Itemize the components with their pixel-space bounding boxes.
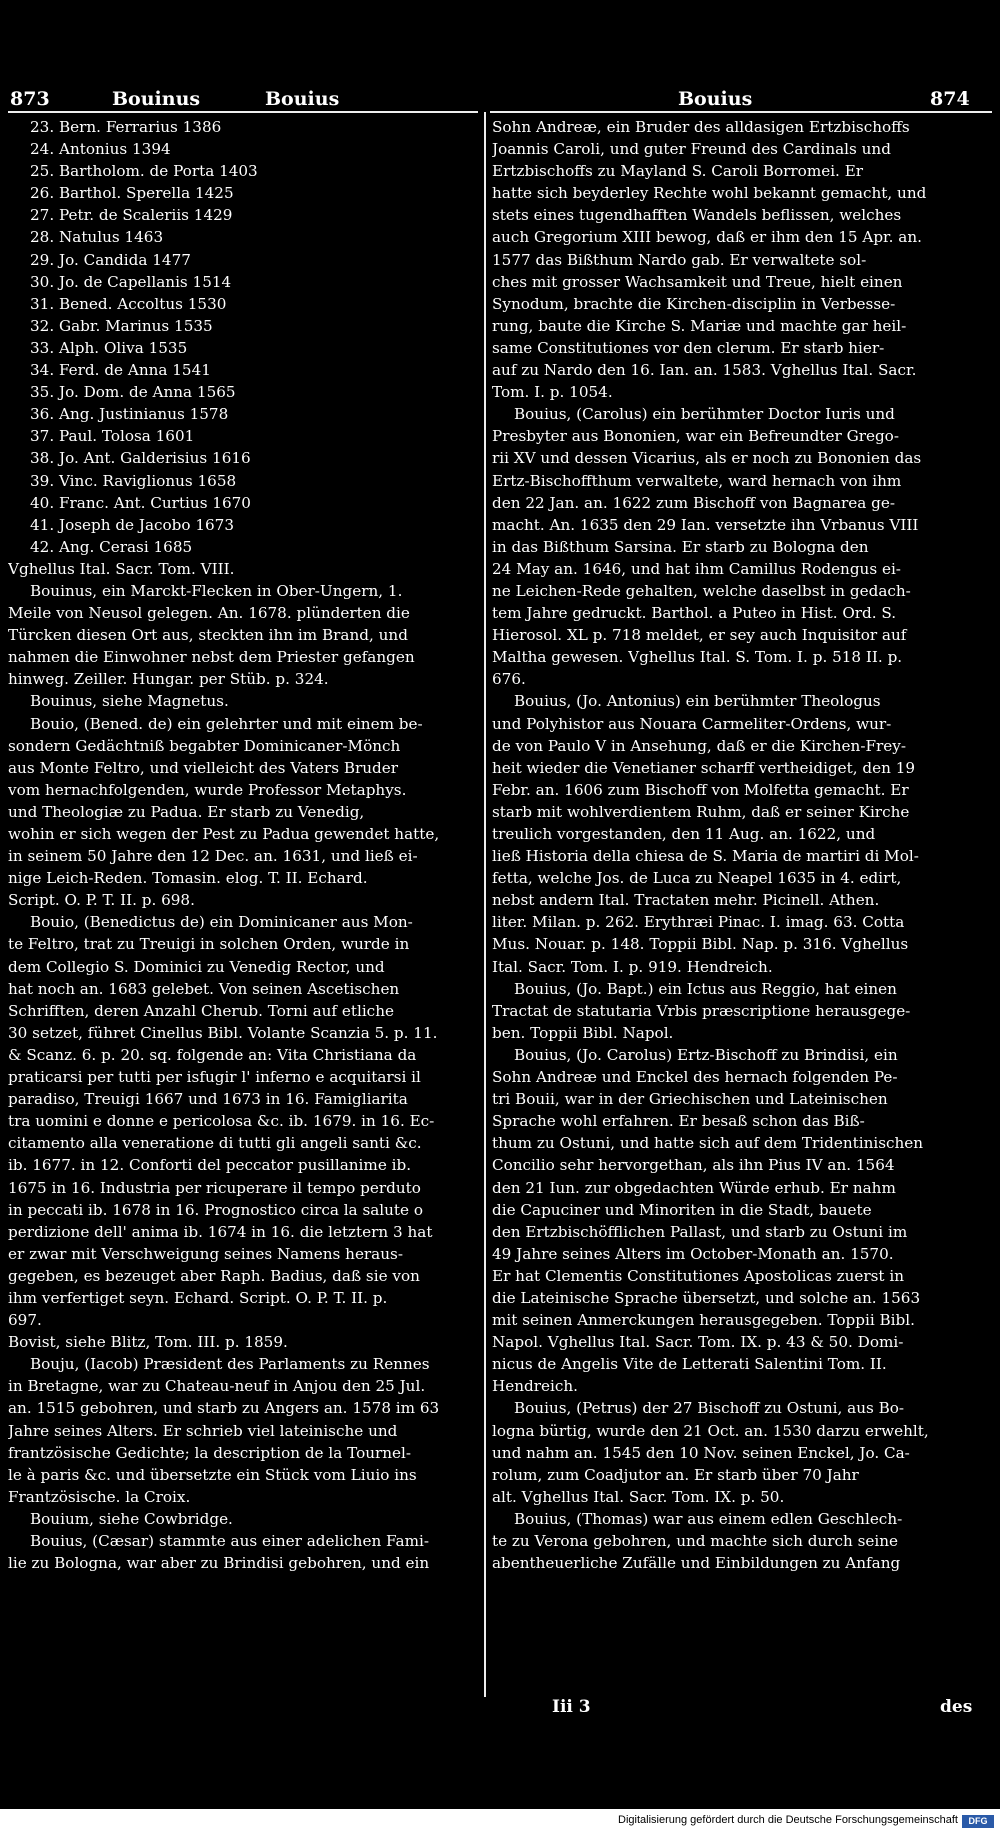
left-column-line: praticarsi per tutti per isfugir l' inferno e acquitarsi il <box>8 1068 421 1087</box>
right-column-line: logna bürtig, wurde den 21 Oct. an. 1530 darzu erwehlt, <box>492 1421 929 1440</box>
left-column-line: vom hernachfolgenden, wurde Professor Metaphys. <box>8 780 407 799</box>
catchword: des <box>940 1697 973 1717</box>
left-column-line: Bovist, siehe Blitz, Tom. III. p. 1859. <box>8 1333 288 1352</box>
left-column-line: in peccati ib. 1678 in 16. Prognostico circa la salute o <box>8 1200 423 1219</box>
left-column-line: le à paris &c. und übersetzte ein Stück vom Liuio ins <box>8 1465 417 1484</box>
right-column-line: de von Paulo V in Ansehung, daß er die Kirchen-Frey- <box>492 736 906 755</box>
left-column-line: 23. Bern. Ferrarius 1386 <box>30 118 222 136</box>
right-column-line: den 22 Jan. an. 1622 zum Bischoff von Bagnarea ge- <box>492 493 895 512</box>
right-column-line: 1577 das Bißthum Nardo gab. Er verwaltete sol- <box>492 250 867 269</box>
left-column-line: 39. Vinc. Raviglionus 1658 <box>30 471 237 490</box>
right-column-line: Hierosol. XL p. 718 meldet, er sey auch Inquisitor auf <box>492 626 907 645</box>
left-column-line: nige Leich-Reden. Tomasin. elog. T. II. Echard. <box>8 869 368 888</box>
right-column-line: Presbyter aus Bononien, war ein Befreundter Grego- <box>492 427 899 446</box>
right-column-line: Sohn Andreæ und Enckel des hernach folgenden Pe- <box>492 1068 898 1087</box>
left-column-line: 28. Natulus 1463 <box>30 228 164 247</box>
left-column-line: frantzösische Gedichte; la description de la Tournel- <box>8 1443 412 1462</box>
right-column-line: rii XV und dessen Vicarius, als er noch zu Bononien das <box>492 449 922 468</box>
left-column-line: aus Monte Feltro, und vielleicht des Vaters Bruder <box>8 758 398 777</box>
right-column-line: Bouius, (Jo. Carolus) Ertz-Bischoff zu Brindisi, ein <box>514 1045 898 1064</box>
left-column-line: Meile von Neusol gelegen. An. 1678. plünderten die <box>8 604 410 623</box>
left-column-line: ihm verfertiget seyn. Echard. Script. O. P. T. II. p. <box>8 1288 388 1307</box>
left-column-line: Frantzösische. la Croix. <box>8 1487 191 1506</box>
right-column-line: ließ Historia della chiesa de S. Maria de martiri di Mol- <box>492 847 919 866</box>
left-column-line: te Feltro, trat zu Treuigi in solchen Orden, wurde in <box>8 935 410 954</box>
right-column-line: ches mit grosser Wachsamkeit und Treue, hielt einen <box>492 272 903 291</box>
right-column-line: Bouius, (Petrus) der 27 Bischoff zu Ostuni, aus Bo- <box>514 1399 905 1418</box>
header-rule-left <box>8 111 478 113</box>
left-column-line: und Theologiæ zu Padua. Er starb zu Venedig, <box>8 802 365 821</box>
right-column-line: 49 Jahre seines Alters im October-Monath an. 1570. <box>492 1244 894 1263</box>
left-column-line: 30. Jo. de Capellanis 1514 <box>30 272 232 291</box>
right-column-line: Bouius, (Jo. Antonius) ein berühmter Theologus <box>514 692 881 711</box>
right-column-line: same Constitutiones vor den clerum. Er starb hier- <box>492 338 885 357</box>
left-column-line: paradiso, Treuigi 1667 und 1673 in 16. Famigliarita <box>8 1090 408 1109</box>
right-column-line: Hendreich. <box>492 1377 578 1396</box>
right-column-line: auch Gregorium XIII bewog, daß er ihm den 15 Apr. an. <box>492 228 922 247</box>
right-column-line: ben. Toppii Bibl. Napol. <box>492 1023 674 1042</box>
left-column-line: Vghellus Ital. Sacr. Tom. VIII. <box>8 559 235 578</box>
left-column-line: 27. Petr. de Scaleriis 1429 <box>30 206 233 225</box>
right-column-line: Napol. Vghellus Ital. Sacr. Tom. IX. p. 43 & 50. Domi- <box>492 1333 904 1352</box>
right-column-line: Tom. I. p. 1054. <box>492 383 613 402</box>
right-column-line: nicus de Angelis Vite de Letterati Salentini Tom. II. <box>492 1355 887 1374</box>
left-column-line: 30 setzet, führet Cinellus Bibl. Volante Scanzia 5. p. 11. <box>8 1023 438 1042</box>
right-column-line: 676. <box>492 670 526 689</box>
left-column-line: 26. Barthol. Sperella 1425 <box>30 184 234 203</box>
right-column-line: macht. An. 1635 den 29 Ian. versetzte ihn Vrbanus VIII <box>492 515 919 534</box>
left-column-line: 34. Ferd. de Anna 1541 <box>30 361 211 380</box>
left-column-line: sondern Gedächtniß begabter Dominicaner-Mönch <box>8 736 401 755</box>
left-column-line: Bouium, siehe Cowbridge. <box>30 1509 233 1528</box>
dfg-logo-icon: DFG <box>962 1815 994 1828</box>
right-column-line: Maltha gewesen. Vghellus Ital. S. Tom. I. p. 518 II. p. <box>492 648 903 667</box>
left-column-line: hinweg. Zeiller. Hungar. per Stüb. p. 324. <box>8 670 329 689</box>
right-column-line: und nahm an. 1545 den 10 Nov. seinen Enckel, Jo. Ca- <box>492 1443 910 1462</box>
right-column-line: fetta, welche Jos. de Luca zu Neapel 1635 in 4. edirt, <box>492 869 902 888</box>
right-column-line: den Ertzbischöfflichen Pallast, und starb zu Ostuni im <box>492 1222 908 1241</box>
right-column-line: alt. Vghellus Ital. Sacr. Tom. IX. p. 50. <box>492 1487 785 1506</box>
left-column-line: perdizione dell' anima ib. 1674 in 16. die letztern 3 hat <box>8 1222 433 1241</box>
right-column-line: thum zu Ostuni, und hatte sich auf dem Tridentinischen <box>492 1134 924 1153</box>
left-column-line: 33. Alph. Oliva 1535 <box>30 338 188 357</box>
left-column-line: nahmen die Einwohner nebst dem Priester gefangen <box>8 648 415 667</box>
right-column-line: Febr. an. 1606 zum Bischoff von Molfetta gemacht. Er <box>492 780 909 799</box>
left-column-line: Bouio, (Bened. de) ein gelehrter und mit einem be- <box>30 714 423 733</box>
right-column-line: Er hat Clementis Constitutiones Apostolicas zuerst in <box>492 1266 905 1285</box>
left-column-line: 29. Jo. Candida 1477 <box>30 250 191 269</box>
left-column-line: Bouius, (Cæsar) stammte aus einer adelichen Fami- <box>30 1532 430 1550</box>
right-column-line: Tractat de statutaria Vrbis præscriptione herausgege- <box>492 1001 911 1020</box>
page-number-right: 874 <box>930 88 970 110</box>
left-column-line: 697. <box>8 1311 42 1330</box>
page-number-left: 873 <box>10 88 50 110</box>
right-column-line: starb mit wohlverdientem Ruhm, daß er seiner Kirche <box>492 802 910 821</box>
left-column-line: gegeben, es bezeuget aber Raph. Badius, daß sie von <box>8 1266 420 1285</box>
left-column-line: 35. Jo. Dom. de Anna 1565 <box>30 383 236 402</box>
left-column-line: Türcken diesen Ort aus, steckten ihn im Brand, und <box>8 626 408 645</box>
right-column-line: den 21 Iun. zur obgedachten Würde erhub. Er nahm <box>492 1178 896 1197</box>
left-column-line: 32. Gabr. Marinus 1535 <box>30 316 213 335</box>
left-column-line: Bouinus, ein Marckt-Flecken in Ober-Ungern, 1. <box>30 581 403 600</box>
right-column-line: tem Jahre gedruckt. Barthol. a Puteo in Hist. Ord. S. <box>492 604 897 623</box>
column-divider <box>484 112 486 1697</box>
signature-mark: Iii 3 <box>552 1697 591 1717</box>
left-column-line: Bouinus, siehe Magnetus. <box>30 692 229 711</box>
right-column-line: auf zu Nardo den 16. Ian. an. 1583. Vghellus Ital. Sacr. <box>492 361 917 380</box>
left-column-line: Bouio, (Benedictus de) ein Dominicaner aus Mon- <box>30 913 413 932</box>
left-column-line: 36. Ang. Justinianus 1578 <box>30 405 229 424</box>
right-column-line: Bouius, (Jo. Bapt.) ein Ictus aus Reggio, hat einen <box>514 979 897 998</box>
left-column-line: 42. Ang. Cerasi 1685 <box>30 537 193 556</box>
right-column-line: Ital. Sacr. Tom. I. p. 919. Hendreich. <box>492 957 773 976</box>
right-column-line: Bouius, (Carolus) ein berühmter Doctor Iuris und <box>514 405 895 424</box>
left-column-line: 31. Bened. Accoltus 1530 <box>30 294 227 313</box>
right-column-line: Joannis Caroli, und guter Freund des Cardinals und <box>492 140 891 159</box>
right-column-line: treulich vorgestanden, den 11 Aug. an. 1622, und <box>492 825 876 843</box>
left-column-line: an. 1515 gebohren, und starb zu Angers an. 1578 im 63 <box>8 1399 440 1418</box>
left-column-line: Jahre seines Alters. Er schrieb viel lateinische und <box>8 1421 398 1440</box>
right-column-line: ne Leichen-Rede gehalten, welche daselbst in gedach- <box>492 581 911 600</box>
left-column-line: tra uomini e donne e pericolosa &c. ib. 1679. in 16. Ec- <box>8 1112 435 1131</box>
right-column-line: Sohn Andreæ, ein Bruder des alldasigen Ertzbischoffs <box>492 118 910 136</box>
right-column-line: Concilio sehr hervorgethan, als ihn Pius IV an. 1564 <box>492 1156 895 1175</box>
left-column-line: ib. 1677. in 12. Conforti del peccator pusillanime ib. <box>8 1156 412 1175</box>
right-column-line: Mus. Nouar. p. 148. Toppii Bibl. Nap. p. 316. Vghellus <box>492 935 909 954</box>
right-column-line: abentheuerliche Zufälle und Einbildungen zu Anfang <box>492 1554 901 1573</box>
left-column-line: hat noch an. 1683 gelebet. Von seinen Ascetischen <box>8 979 400 998</box>
left-column-line: 38. Jo. Ant. Galderisius 1616 <box>30 449 251 468</box>
left-column <box>8 116 476 1574</box>
right-column-line: Sprache wohl erfahren. Er besaß schon das Biß- <box>492 1112 865 1131</box>
header-rule-right <box>490 111 992 113</box>
right-column-line: mit seinen Anmerckungen herausgegeben. Toppii Bibl. <box>492 1311 915 1330</box>
running-head-right: Bouius <box>678 88 753 110</box>
right-column-line: rolum, zum Coadjutor an. Er starb über 70 Jahr <box>492 1465 859 1484</box>
left-column-line: 25. Bartholom. de Porta 1403 <box>30 162 258 181</box>
right-column-line: die Lateinische Sprache übersetzt, und solche an. 1563 <box>492 1288 921 1307</box>
left-column-line: Script. O. P. T. II. p. 698. <box>8 891 195 910</box>
right-column-line: und Polyhistor aus Nouara Carmeliter-Ordens, wur- <box>492 714 892 733</box>
right-column-line: rung, baute die Kirche S. Mariæ und machte gar heil- <box>492 316 907 335</box>
right-column <box>492 116 992 1574</box>
right-column-line: Synodum, brachte die Kirchen-disciplin in Verbesse- <box>492 294 896 313</box>
right-column-line: heit wieder die Venetianer scharff vertheidiget, den 19 <box>492 758 916 777</box>
right-column-line: die Capuciner und Minoriten in die Stadt, bauete <box>492 1200 872 1219</box>
footer-bar <box>0 1809 1000 1834</box>
left-column-line: dem Collegio S. Dominici zu Venedig Rector, und <box>8 957 385 976</box>
left-column-line: lie zu Bologna, war aber zu Brindisi gebohren, und ein <box>8 1554 430 1573</box>
left-column-line: Schrifften, deren Anzahl Cherub. Torni auf etliche <box>8 1001 394 1020</box>
right-column-line: tri Bouii, war in der Griechischen und Lateinischen <box>492 1090 888 1109</box>
right-column-line: nebst andern Ital. Tractaten mehr. Picinell. Athen. <box>492 891 880 910</box>
right-column-line: Ertzbischoffs zu Mayland S. Caroli Borromei. Er <box>492 162 864 181</box>
right-column-line: Bouius, (Thomas) war aus einem edlen Geschlech- <box>514 1509 903 1528</box>
left-column-line: citamento alla veneratione di tutti gli angeli santi &c. <box>8 1134 422 1153</box>
right-column-line: in das Bißthum Sarsina. Er starb zu Bologna den <box>492 537 869 556</box>
footer-credit: Digitalisierung gefördert durch die Deutsche Forschungsgemeinschaft <box>618 1814 958 1826</box>
right-column-line: te zu Verona gebohren, und machte sich durch seine <box>492 1532 899 1550</box>
right-column-line: Ertz-Bischoffthum verwaltete, ward hernach von ihm <box>492 471 902 490</box>
left-column-line: in seinem 50 Jahre den 12 Dec. an. 1631, und ließ ei- <box>8 847 418 866</box>
running-head-left-2: Bouius <box>265 88 340 110</box>
right-column-line: 24 May an. 1646, und hat ihm Camillus Rodengus ei- <box>492 559 901 578</box>
left-column-line: 37. Paul. Tolosa 1601 <box>30 427 195 446</box>
right-column-line: hatte sich beyderley Rechte wohl bekannt gemacht, und <box>492 184 927 203</box>
left-column-line: er zwar mit Verschweigung seines Namens heraus- <box>8 1244 403 1263</box>
left-column-line: 40. Franc. Ant. Curtius 1670 <box>30 493 251 512</box>
left-column-line: 1675 in 16. Industria per ricuperare il tempo perduto <box>8 1178 421 1197</box>
left-column-line: Bouju, (Iacob) Præsident des Parlaments zu Rennes <box>30 1355 430 1374</box>
right-column-line: liter. Milan. p. 262. Erythræi Pinac. I. imag. 63. Cotta <box>492 913 905 932</box>
left-column-line: in Bretagne, war zu Chateau-neuf in Anjou den 25 Jul. <box>8 1377 426 1396</box>
left-column-line: 41. Joseph de Jacobo 1673 <box>30 515 235 534</box>
left-column-line: 24. Antonius 1394 <box>30 140 171 159</box>
left-column-line: wohin er sich wegen der Pest zu Padua gewendet hatte, <box>8 825 440 843</box>
running-head-left-1: Bouinus <box>112 88 201 110</box>
left-column-line: & Scanz. 6. p. 20. sq. folgende an: Vita Christiana da <box>8 1045 417 1064</box>
right-column-line: stets eines tugendhafften Wandels beflissen, welches <box>492 206 902 225</box>
